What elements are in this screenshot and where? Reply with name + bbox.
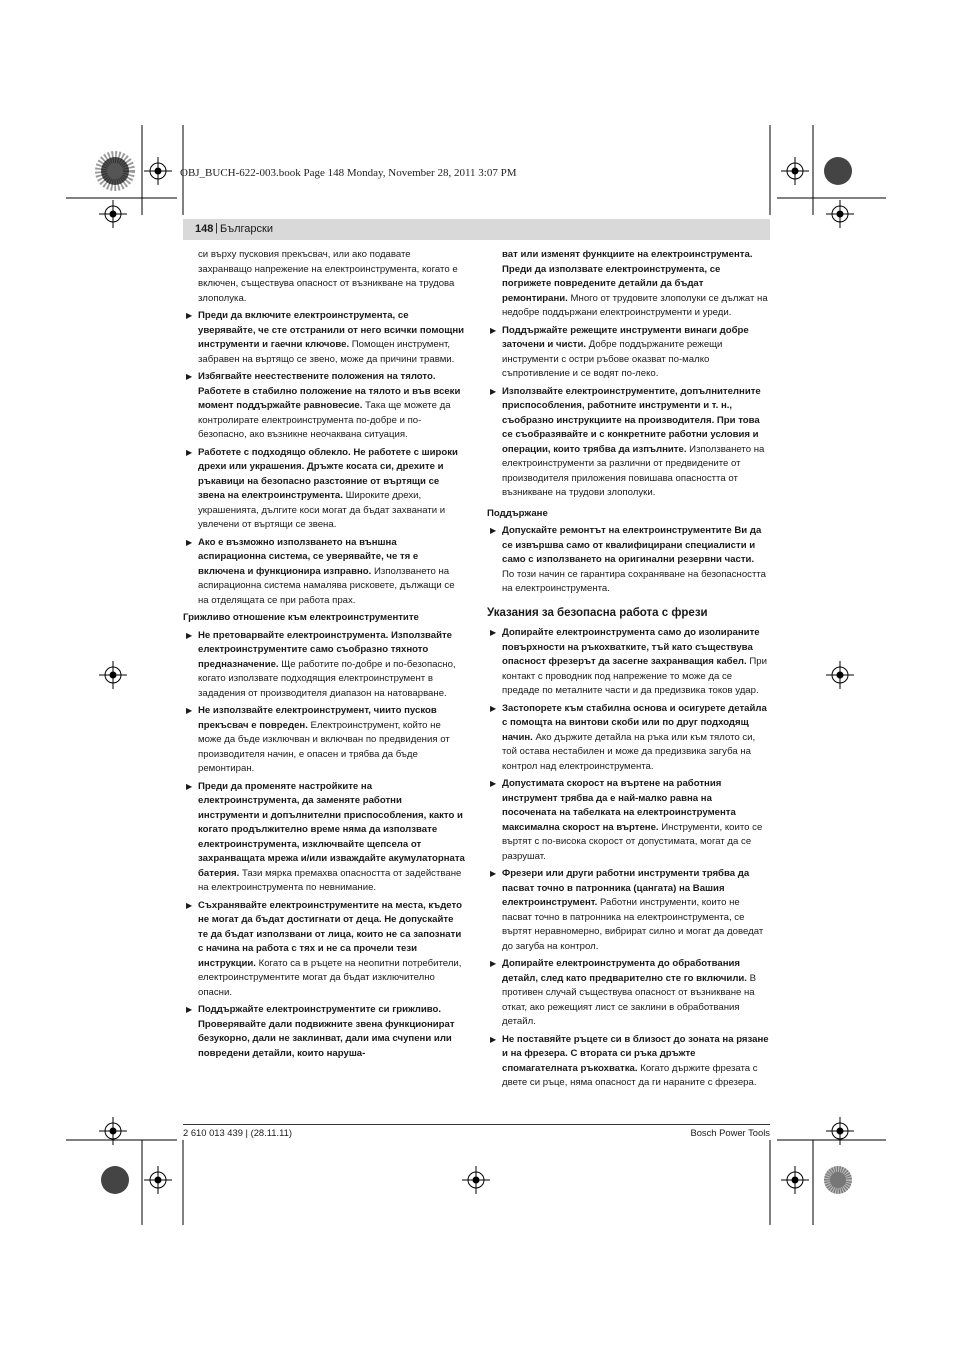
bullet-arrow-icon: ▶ (490, 779, 497, 788)
bullet-arrow-icon: ▶ (490, 526, 497, 535)
right-column (487, 248, 769, 1094)
bullet-arrow-icon: ▶ (490, 959, 497, 968)
bullet-arrow-icon: ▶ (186, 781, 193, 791)
bullet-arrow-icon: ▶ (490, 1034, 497, 1044)
footer-rule (183, 1124, 770, 1125)
safety-item: ▶ Избягвайте неестествените положения на тялото. Работете в стабилно положение на тялото и във всеки момент поддържайте равновесие. Така ще можете да контролирате електроинструмента по-добре и по-безопасно, ако възникне неочаквана ситуация. (186, 371, 461, 440)
left-column (183, 248, 465, 1064)
safety-item: ▶ Допускайте ремонтът на електроинструментите Ви да се извършва само от квалифицирани специалисти и само с използването на оригинални резервни части. По този начин се гарантира сохраняване на безопасността на електроинструмента. (490, 525, 766, 594)
bullet-arrow-icon: ▶ (186, 900, 193, 910)
safety-item: ▶ Застопорете към стабилна основа и осигурете детайла с помощта на винтови скоби или по друг подходящ начин. Ако държите детайла на ръка или към тялото си, той остава нестабилен и може да предизвика загуба на контрол над електроинструмента. (490, 702, 767, 772)
bullet-arrow-icon: ▶ (490, 703, 497, 713)
safety-item: ▶ Съхранявайте електроинструментите на места, където не могат да бъдат достигнати от деца. Не допускайте те да бъдат използвани от лица, които не са запознати с начина на работа с тях и не са прочели тези инструкции. Когато са в ръцете на неопитни потребители, електроинструментите могат да бъдат изключително опасни. (186, 899, 462, 998)
safety-item: ▶ Не използвайте електроинструмент, чиито пусков прекъсвач е повреден. Електроинструмент, който не може да бъде изключван и включван по предвидения от производителя начин, е опасен и трябва да бъде ремонтиран. (186, 705, 450, 774)
continued-paragraph: ват или изменят функциите на електроинструмента. Преди да използвате електроинструмента, се погрижете повредените детайли да бъдат ремонтирани. Много от трудовите злополуки се дължат на недобре поддържани електроинструменти и уреди. (502, 249, 768, 318)
safety-item: ▶ Използвайте електроинструментите, допълнителните приспособления, работните инструменти и т. н., съобразно инструкциите на производителя. При това се съобразявайте и с конкретните работни условия и операции, които трябва да изпълните. Използването на електроинструменти за различни от предвидените от производителя приложения повишава опасността от възникване на трудови злополуки. (490, 385, 765, 498)
bullet-arrow-icon: ▶ (186, 630, 193, 640)
file-info: OBJ_BUCH-622-003.book Page 148 Monday, November 28, 2011 3:07 PM (180, 167, 517, 179)
bullet-arrow-icon: ▶ (186, 311, 193, 320)
subheading: Грижливо отношение към електроинструментите (183, 612, 419, 623)
bullet-arrow-icon: ▶ (186, 447, 193, 457)
bullet-arrow-icon: ▶ (186, 537, 193, 547)
safety-item: ▶ Допирайте електроинструмента до обработвания детайл, след като предварително сте го включили. В противен случай съществува опасност от възникване на откат, ако режещият лист се заклини в обработвания детайл. (490, 958, 757, 1027)
safety-item: ▶ Работете с подходящо облекло. Не работете с широки дрехи или украшения. Дръжте косата си, дрехите и ръкавици на безопасно разстояние от въртящи се звена на електроинструмента. Широките дрехи, украшенията, дългите коси могат да бъдат захванати и увлечени от въртящи се звена. (186, 446, 458, 530)
page-header (183, 219, 770, 240)
subheading: Поддържане (487, 507, 548, 519)
footer-doc-number: 2 610 013 439 | (28.11.11) (183, 1127, 292, 1138)
bullet-arrow-icon: ▶ (490, 386, 497, 396)
header-language: Български (220, 223, 273, 235)
safety-item: ▶ Преди да променяте настройките на електроинструмента, да заменяте работни инструменти и допълнителни приспособления, както и когато продължително време няма да използвате електроинструмента, изключвайте щепсела от захранващата мрежа и/или изваждайте акумулаторната батерия. Тази мярка премахва опасността от задействане на електроинструмента по невнимание. (186, 780, 465, 893)
bullet-arrow-icon: ▶ (490, 325, 497, 335)
continued-paragraph: си върху пусковия прекъсвач, или ако подавате захранващо напрежение на електроинструмента, когато е включен, съществува опасност от възникване на трудова злополука. (198, 249, 458, 304)
bullet-arrow-icon: ▶ (186, 372, 193, 381)
footer-brand: Bosch Power Tools (690, 1127, 770, 1138)
bullet-arrow-icon: ▶ (186, 1005, 193, 1014)
section-title: Указания за безопасна работа с фрези (487, 606, 708, 619)
safety-item: ▶ Не поставяйте ръцете си в близост до зоната на рязане и на фрезера. С втората си ръка дръжте спомагателната ръкохватка. Когато държите фрезата с двете си ръце, няма опасност да ги нараните с фрезера. (490, 1033, 769, 1088)
safety-item: ▶ Не претоварвайте електроинструмента. Използвайте електроинструментите само съобразно тяхното предназначение. Ще работите по-добре и по-безопасно, когато използвате подходящия електроинструмент в зададения от производителя диапазон на натоварване. (186, 629, 456, 699)
safety-item: ▶ Фрезери или други работни инструменти трябва да пасват точно в патронника (цангата) на Вашия електроинструмент. Работни инструменти, които не пасват точно в патронника на електроинструмента, се въртят неравномерно, вибрират силно и могат да доведат до загуба на контрол. (490, 868, 764, 952)
page-number: 148 (195, 223, 214, 235)
bullet-arrow-icon: ▶ (490, 869, 497, 878)
safety-item: ▶ Ако е възможно използването на външна аспирационна система, се уверявайте, че тя е включена и функционира изправно. Използването на аспирационна система намалява рисковете, дължащи се на отделящата се при работа прах. (186, 536, 455, 606)
safety-item: ▶ Поддържайте електроинструментите си грижливо. Проверявайте дали подвижните звена функционират безукорно, дали не заклинват, дали има счупени или повредени детайли, които наруша- (186, 1004, 455, 1059)
safety-item: ▶ Поддържайте режещите инструменти винаги добре заточени и чисти. Добре поддържаните режещи инструменти с остри ръбове оказват по-малко съпротивление и се водят по-леко. (490, 324, 749, 379)
safety-item: ▶ Допустимата скорост на въртене на работния инструмент трябва да е най-малко равна на посочената на табелката на електроинструмента максимална скорост на въртене. Инструменти, които се въртят с по-висока скорост от допустимата, могат да се разрушат. (490, 778, 763, 862)
safety-item: ▶ Допирайте електроинструмента само до изолираните повърхности на ръкохватките, тъй като съществува опасност фрезерът да засегне захранващия кабел. При контакт с проводник под напрежение то може да се предаде по металните части и да предизвика токов удар. (490, 627, 767, 696)
header-separator: | (215, 222, 218, 234)
bullet-arrow-icon: ▶ (490, 628, 497, 637)
bullet-arrow-icon: ▶ (186, 706, 193, 715)
safety-item: ▶ Преди да включите електроинструмента, се уверявайте, че сте отстранили от него всички помощни инструменти и гаечни ключове. Помощен инструмент, забравен на въртящо се звено, може да причини травми. (186, 310, 465, 365)
